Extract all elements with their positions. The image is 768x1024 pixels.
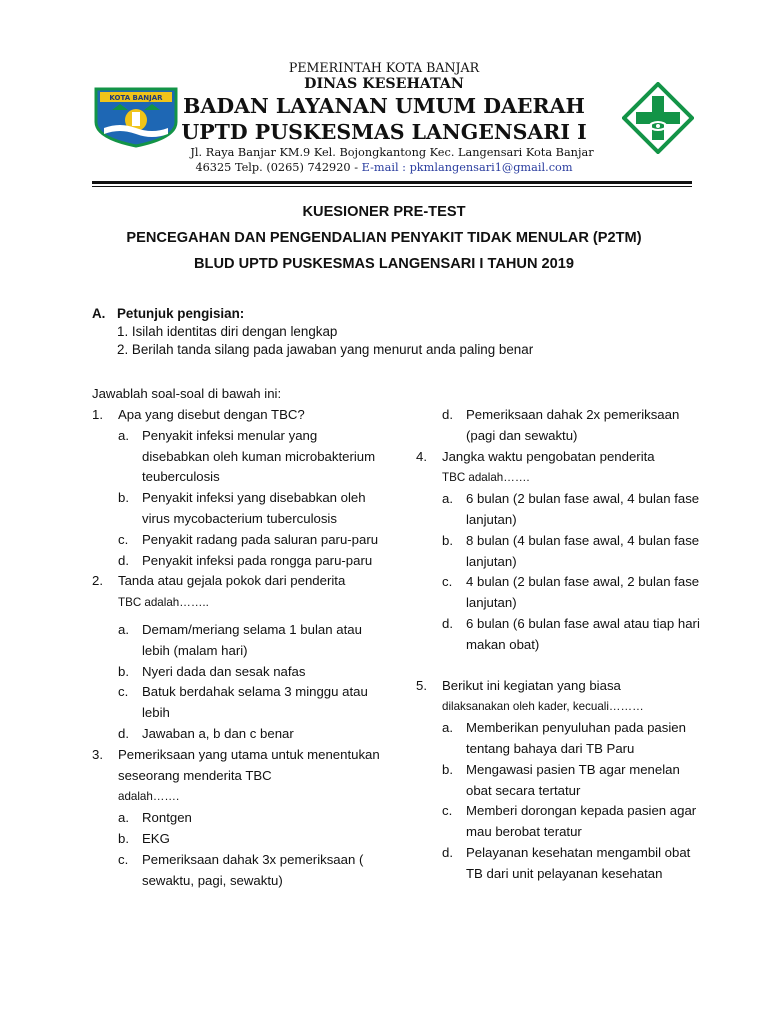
questions-left-column — [92, 405, 382, 891]
option-text: 6 bulan (6 bulan fase awal atau tiap hari makan obat) — [466, 615, 700, 652]
letterhead-rule-thin — [92, 186, 692, 187]
option-text: Rontgen — [142, 810, 192, 826]
option-1b[interactable] — [92, 488, 382, 530]
option-text: Memberi dorongan kepada pasien agar mau berobat teratur — [466, 803, 697, 840]
letterhead-rule-thick — [92, 181, 692, 184]
option-4d[interactable] — [416, 614, 706, 656]
option-text: Penyakit infeksi yang disebabkan oleh virus mycobacterium tuberculosis — [142, 490, 366, 526]
option-3c[interactable] — [92, 850, 382, 892]
option-3a[interactable] — [92, 808, 382, 829]
option-text: Mengawasi pasien TB agar menelan obat secara tertatur — [466, 761, 680, 798]
question-text-cont: TBC adalah……. — [442, 471, 530, 485]
question-3 — [92, 745, 382, 808]
question-2 — [92, 571, 382, 614]
option-letter: a. — [442, 720, 453, 736]
option-letter: b. — [442, 532, 453, 548]
instructions-heading: Petunjuk pengisian: — [117, 306, 245, 321]
option-1d[interactable] — [92, 551, 382, 572]
letterhead-org2: UPTD PUSKESMAS LANGENSARI I — [181, 120, 587, 144]
letterhead-address-line2 — [0, 161, 768, 174]
question-number: 2. — [92, 573, 103, 589]
question-text: Tanda atau gejala pokok dari penderita — [118, 573, 346, 589]
question-5 — [416, 676, 706, 719]
option-letter: b. — [118, 490, 129, 506]
option-letter: a. — [118, 810, 129, 826]
question-text: Pemeriksaan yang utama untuk menentukan seseorang menderita TBC — [118, 746, 380, 783]
option-letter: d. — [442, 407, 453, 422]
option-5b[interactable] — [416, 760, 706, 802]
option-text: Penyakit infeksi pada rongga paru-paru — [142, 552, 373, 568]
email-address: pkmlangensari1@gmail.com — [409, 161, 573, 174]
question-number: 3. — [92, 746, 103, 762]
option-2c[interactable] — [92, 682, 382, 724]
address-phone: 46325 Telp. (0265) 742920 - — [195, 161, 362, 174]
question-text: Apa yang disebut dengan TBC? — [118, 407, 305, 422]
puskesmas-logo — [622, 82, 694, 154]
question-text: Jangka waktu pengobatan penderita — [442, 448, 655, 464]
questions-right-column — [416, 405, 706, 885]
option-letter: a. — [442, 491, 453, 507]
option-letter: a. — [118, 621, 129, 637]
instruction-item: 2. Berilah tanda silang pada jawaban yang menurut anda paling benar — [117, 342, 534, 357]
option-text: Penyakit infeksi menular yang disebabkan oleh kuman microbakterium teuberculosis — [142, 427, 376, 485]
option-5d[interactable] — [416, 843, 706, 885]
option-2a[interactable] — [92, 620, 382, 662]
option-text: 4 bulan (2 bulan fase awal, 2 bulan fase lanjutan) — [466, 574, 700, 611]
document-subtitle: PENCEGAHAN DAN PENGENDALIAN PENYAKIT TIDAK MENULAR (P2TM) — [126, 230, 642, 246]
option-3b[interactable] — [92, 829, 382, 850]
option-letter: c. — [118, 684, 129, 700]
option-text: 6 bulan (2 bulan fase awal, 4 bulan fase lanjutan) — [466, 491, 700, 527]
option-text: Batuk berdahak selama 3 minggu atau lebih — [142, 684, 368, 721]
option-4a[interactable] — [416, 489, 706, 531]
option-letter: d. — [442, 615, 453, 631]
question-text-cont: dilaksanakan oleh kader, kecuali……… — [442, 700, 644, 714]
option-text: Pelayanan kesehatan mengambil obat TB dari unit pelayanan kesehatan — [466, 844, 691, 881]
letterhead-dept: DINAS KESEHATAN — [304, 76, 464, 92]
option-text: 8 bulan (4 bulan fase awal, 4 bulan fase lanjutan) — [466, 532, 700, 569]
question-4 — [416, 447, 706, 490]
option-5a[interactable] — [416, 718, 706, 760]
option-letter: d. — [442, 844, 453, 860]
document-title: KUESIONER PRE-TEST — [302, 204, 466, 220]
option-letter: b. — [118, 830, 129, 846]
question-number: 4. — [416, 448, 427, 464]
option-letter: b. — [118, 663, 129, 679]
option-text: Demam/meriang selama 1 bulan atau lebih (malam hari) — [142, 621, 362, 658]
question-text: Berikut ini kegiatan yang biasa — [442, 677, 621, 693]
option-3d[interactable] — [416, 405, 706, 447]
email-label: E-mail : — [361, 161, 410, 174]
letterhead-address-line1: Jl. Raya Banjar KM.9 Kel. Bojongkantong Kec. Langensari Kota Banjar — [190, 146, 594, 159]
option-letter: b. — [442, 761, 453, 777]
option-4b[interactable] — [416, 531, 706, 573]
option-5c[interactable] — [416, 801, 706, 843]
svg-text:KOTA BANJAR: KOTA BANJAR — [109, 94, 163, 102]
option-text: Memberikan penyuluhan pada pasien tentang bahaya dari TB Paru — [466, 720, 686, 756]
option-text: Pemeriksaan dahak 2x pemeriksaan (pagi dan sewaktu) — [466, 407, 680, 443]
question-text-cont: TBC adalah…….. — [118, 596, 209, 610]
option-letter: a. — [118, 427, 129, 443]
option-text: Jawaban a, b dan c benar — [142, 725, 294, 741]
questions-intro: Jawablah soal-soal di bawah ini: — [92, 386, 282, 401]
option-letter: c. — [118, 531, 129, 547]
option-1a[interactable] — [92, 426, 382, 488]
question-number: 1. — [92, 407, 103, 422]
question-1 — [92, 405, 382, 426]
option-letter: d. — [118, 725, 129, 741]
letterhead-org1: BADAN LAYANAN UMUM DAERAH — [183, 94, 585, 118]
question-text-cont: adalah……. — [118, 790, 180, 804]
instructions-letter: A. — [92, 306, 106, 321]
instruction-item: 1. Isilah identitas diri dengan lengkap — [117, 324, 338, 339]
option-letter: d. — [118, 552, 129, 568]
document-subtitle-2: BLUD UPTD PUSKESMAS LANGENSARI I TAHUN 2019 — [193, 256, 575, 272]
option-2d[interactable] — [92, 724, 382, 745]
option-4c[interactable] — [416, 572, 706, 614]
option-text: EKG — [142, 830, 170, 846]
option-2b[interactable] — [92, 662, 382, 683]
letterhead-gov: PEMERINTAH KOTA BANJAR — [288, 60, 480, 75]
option-1c[interactable] — [92, 530, 382, 551]
option-text: Nyeri dada dan sesak nafas — [142, 663, 306, 679]
question-number: 5. — [416, 677, 427, 693]
option-text: Pemeriksaan dahak 3x pemeriksaan ( sewaktu, pagi, sewaktu) — [142, 851, 364, 888]
option-letter: c. — [118, 851, 129, 867]
kota-banjar-logo — [92, 86, 180, 148]
option-text: Penyakit radang pada saluran paru-paru — [142, 531, 379, 547]
option-letter: c. — [442, 803, 453, 819]
option-letter: c. — [442, 574, 453, 590]
